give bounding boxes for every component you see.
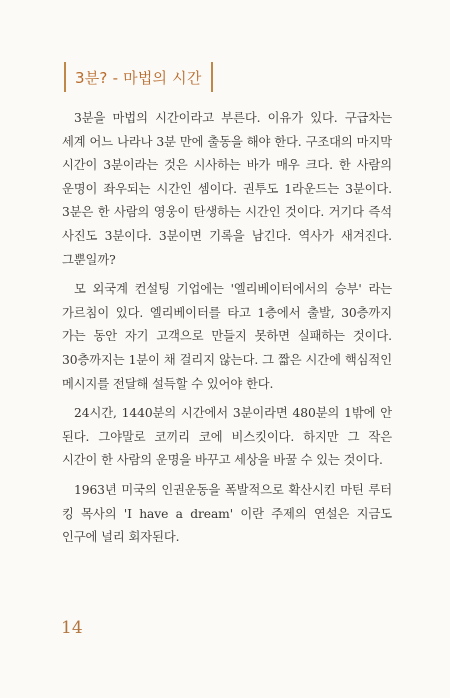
paragraph-1: 3분을 마법의 시간이라고 부른다. 이유가 있다. 구급차는 세계 어느 나라나 3분 만에 출동을 해야 한다. 구조대의 마지막 시간이 3분이라는 것은 시사하는 바가 매우 크다. 한 사람의 운명이 좌우되는 시간인 셈이다. 권투도 1라운드는 3분이다. 3분은 한 사람의 영웅이 탄생하는 시간인 것이다. 거기다 즉석 사진도 3분이다. 3분이면 기록을 남긴다. 역사가 새겨진다. 그뿐일까? [62,111,392,267]
section-heading [64,62,213,92]
paragraph-2: 모 외국계 컨설팅 기업에는 '엘리베이터에서의 승부' 라는 가르침이 있다. 엘리베이터를 타고 1층에서 출발, 30층까지 가는 동안 자기 고객으로 만들지 못하면 실패하는 것이다. 30층까지는 1분이 채 걸리지 않는다. 그 짧은 시간에 핵심적인 메시지를 전달해 설득할 수 있어야 한다. [62,282,392,391]
page-number: 14 [61,618,83,638]
heading-right-bar [211,62,213,92]
section-title: 3분? - 마법의 시간 [75,68,202,87]
paragraph-4: 1963년 미국의 인권운동을 폭발적으로 확산시킨 마틴 루터 킹 목사의 'I have a dream' 이란 주제의 연설은 지금도 인구에 널리 회자된다. [62,482,392,545]
body-text [62,107,392,556]
paragraph-3: 24시간, 1440분의 시간에서 3분이라면 480분의 1밖에 안 된다. 그야말로 코끼리 코에 비스킷이다. 하지만 그 작은 시간이 한 사람의 운명을 바꾸고 세상을 바꿀 수 있는 것이다. [62,406,392,468]
